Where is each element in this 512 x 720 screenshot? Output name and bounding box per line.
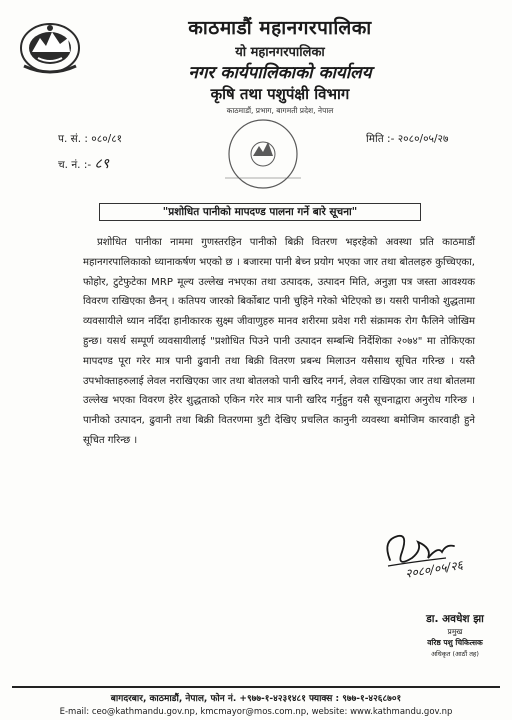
letterhead-subtitle: यो महानगरपालिका [235,45,325,60]
letter-footer [12,686,500,717]
official-stamp [213,118,313,204]
footer-contact: E-mail: ceo@kathmandu.gov.np, kmcmayor@mos.com.np, website: www.kathmandu.gov.np [59,707,453,717]
city-emblem-logo [18,18,82,78]
letter-number-label: प. सं. : [58,133,88,145]
letter-number-value: ०८०/८१ [91,133,123,145]
dispatch-number-label: च. नं. :- [58,159,92,171]
notice-subject: "प्रशोधित पानीको मापदण्ड पालना गर्ने बारे सूचना" [99,203,421,221]
date-label: मिति :- [366,133,395,145]
signatory-note: अधिकृत (आठौं तह) [431,650,479,658]
signatory-title: प्रमुख [447,627,463,636]
signature-date: २०८०/०५/२६ [404,557,464,581]
organization-name: काठमाडौं महानगरपालिका [188,17,372,39]
letter-date [366,132,448,146]
department-name: कृषि तथा पशुपंक्षी विभाग [210,85,350,103]
handwritten-signature [372,522,482,592]
signatory-name: डा. अवधेश झा [426,613,484,625]
office-name: नगर कार्यपालिकाको कार्यालय [188,63,372,83]
letter-number [58,132,122,146]
office-address: काठमाडौं, प्रभाग, बागमती प्रदेश, नेपाल [226,106,334,115]
dispatch-number-value: ८९ [94,156,110,172]
notice-body: प्रशोधित पानीका नाममा गुणस्तरहिन पानीको बिक्री वितरण भइरहेको अवस्था प्रति काठमाडौं महानगरपालिकाको ध्यानाकर्षण भएको छ । बजारमा पानी बेच्न प्रयोग भएका जार तथा बोतलहरु कुच्चिएका, फोहोर, टुटेफुटेका MRP मूल्य उल्लेख नभएका तथा उत्पादक, उत्पादन मिति, अनुज्ञा पत्र जस्ता आवश्यक विवरण राखिएका छैनन् । कतिपय जारको बिर्कोबाट पानी चुहिने गरेको भेटिएको छ। यसरी पानीको शुद्धतामा व्यवसायीले ध्यान नदिँदा हानीकारक सुक्ष्म जीवाणुहरु मानव शरीरमा प्रवेश गरी संक्रामक रोग फैलिने जोखिम हुन्छ। यसर्थ सम्पूर्ण व्यवसायीलाई "प्रशोधित पिउने पानी उत्पादन सम्बन्धि निर्देशिका २०७४" मा तोकिएका मापदण्ड पूरा गरेर मात्र पानी ढुवानी तथा बिक्री वितरण प्रबन्ध मिलाउन यसैसाथ सूचित गरिन्छ । यस्तै उपभोक्ताहरुलाई लेवल नराखिएका जार तथा बोतलको पानी खरिद नगर्न, लेवल राखिएका जार तथा बोतलमा उल्लेख भएका विवरण हेरेर शुद्धताको एकिन गरेर मात्र पानी खरिद गर्नुहुन यसै सूचनाद्वारा अनुरोध गरिन्छ । पानीको उत्पादन, ढुवानी तथा बिक्री वितरणमा त्रुटी देखिए प्रचलित कानुनी व्यवस्था बमोजिम कारवाही हुने सूचित गरिन्छ । [83,237,475,446]
signatory-role: वरिष्ठ पशु चिकित्सक [427,638,483,647]
footer-address: बागदरबार, काठमाडौं, नेपाल, फोन नं. +९७७-१-४२३१४८१ फ्याक्स : ९७७-१-४२६८७०१ [110,694,402,704]
date-value: २०८०/०५/२७ [397,133,449,145]
signatory-block [400,612,510,658]
dispatch-number [58,154,109,173]
